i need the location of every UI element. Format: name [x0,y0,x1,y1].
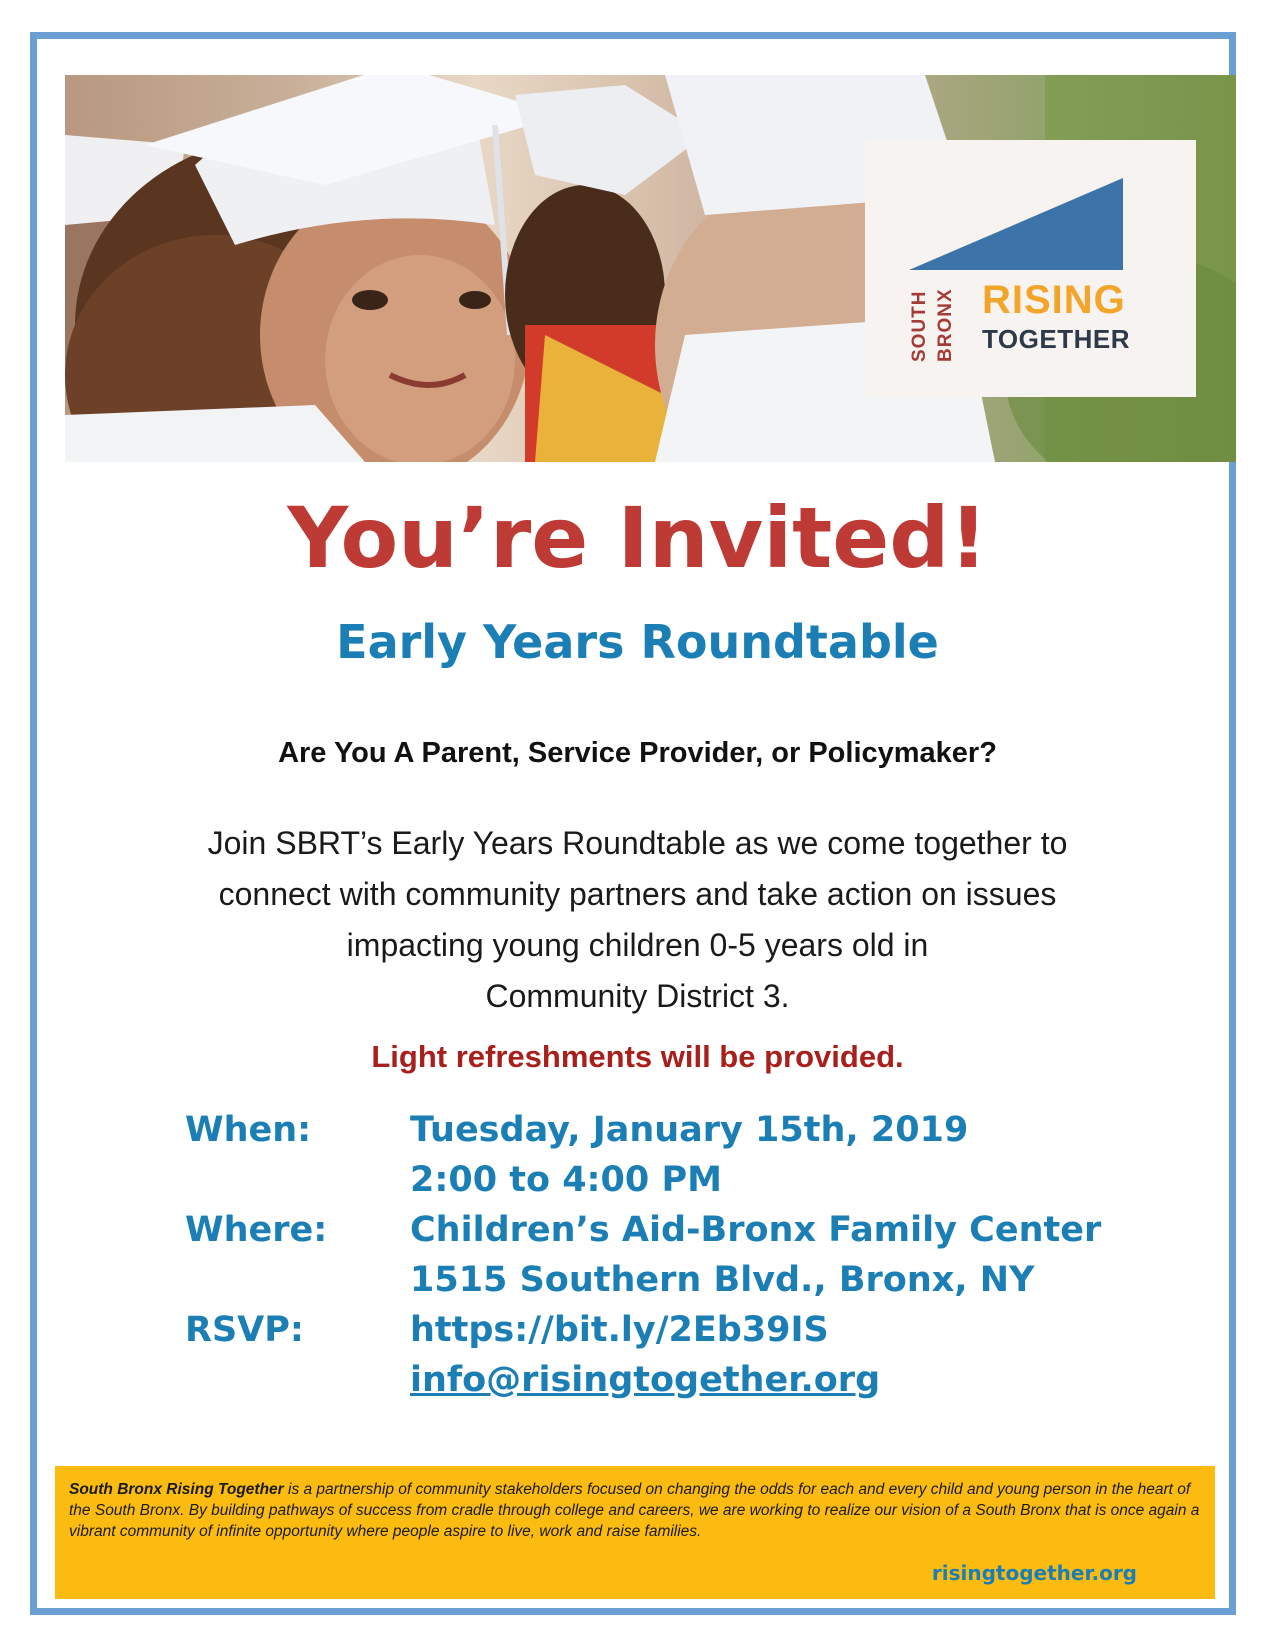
rsvp-link[interactable]: https://bit.ly/2Eb39IS [410,1310,829,1350]
event-details [185,1105,1215,1405]
refreshments-note: Light refreshments will be provided. [371,1039,904,1074]
footer-banner [55,1466,1215,1599]
event-description [90,818,1185,1022]
when-date: Tuesday, January 15th, 2019 [410,1110,969,1150]
description-line: impacting young children 0-5 years old in [346,927,929,963]
logo-bronx-text: BRONX [935,288,956,362]
description-line: connect with community partners and take action on issues [218,876,1057,912]
address-row [185,1255,1215,1305]
description-line: Join SBRT’s Early Years Roundtable as we come together to [207,825,1068,861]
rsvp-row [185,1305,1215,1355]
rsvp-label: RSVP: [185,1310,304,1350]
where-address: 1515 Southern Blvd., Bronx, NY [410,1260,1035,1300]
footer-description-text: is a partnership of community stakeholders focused on changing the odds for each and every child and young person in the heart of the South Bronx. By building pathways of success from cradle through college and careers, we are working to realize our vision of a South Bronx that is once again a vibrant community of infinite opportunity where people aspire to live, work and raise families. [69,1481,1200,1540]
logo-south-text: SOUTH [909,290,930,362]
email-row [185,1355,1215,1405]
where-name: Children’s Aid-Bronx Family Center [410,1210,1102,1250]
audience-question: Are You A Parent, Service Provider, or Policymaker? [278,737,997,769]
where-row [185,1205,1215,1255]
when-row [185,1105,1215,1155]
when-time: 2:00 to 4:00 PM [410,1160,722,1200]
when-label: When: [185,1110,312,1150]
description-line: Community District 3. [485,978,790,1014]
rsvp-email-link[interactable]: info@risingtogether.org [410,1360,881,1400]
logo-rising-text: RISING [982,278,1126,322]
time-row [185,1155,1215,1205]
event-subtitle: Early Years Roundtable [336,615,939,669]
footer-description [69,1479,1201,1542]
logo-together-text: TOGETHER [982,324,1130,354]
where-label: Where: [185,1210,328,1250]
footer-org-name: South Bronx Rising Together [69,1481,284,1498]
invite-title: You’re Invited! [287,489,988,587]
footer-website-link[interactable]: risingtogether.org [931,1561,1137,1585]
